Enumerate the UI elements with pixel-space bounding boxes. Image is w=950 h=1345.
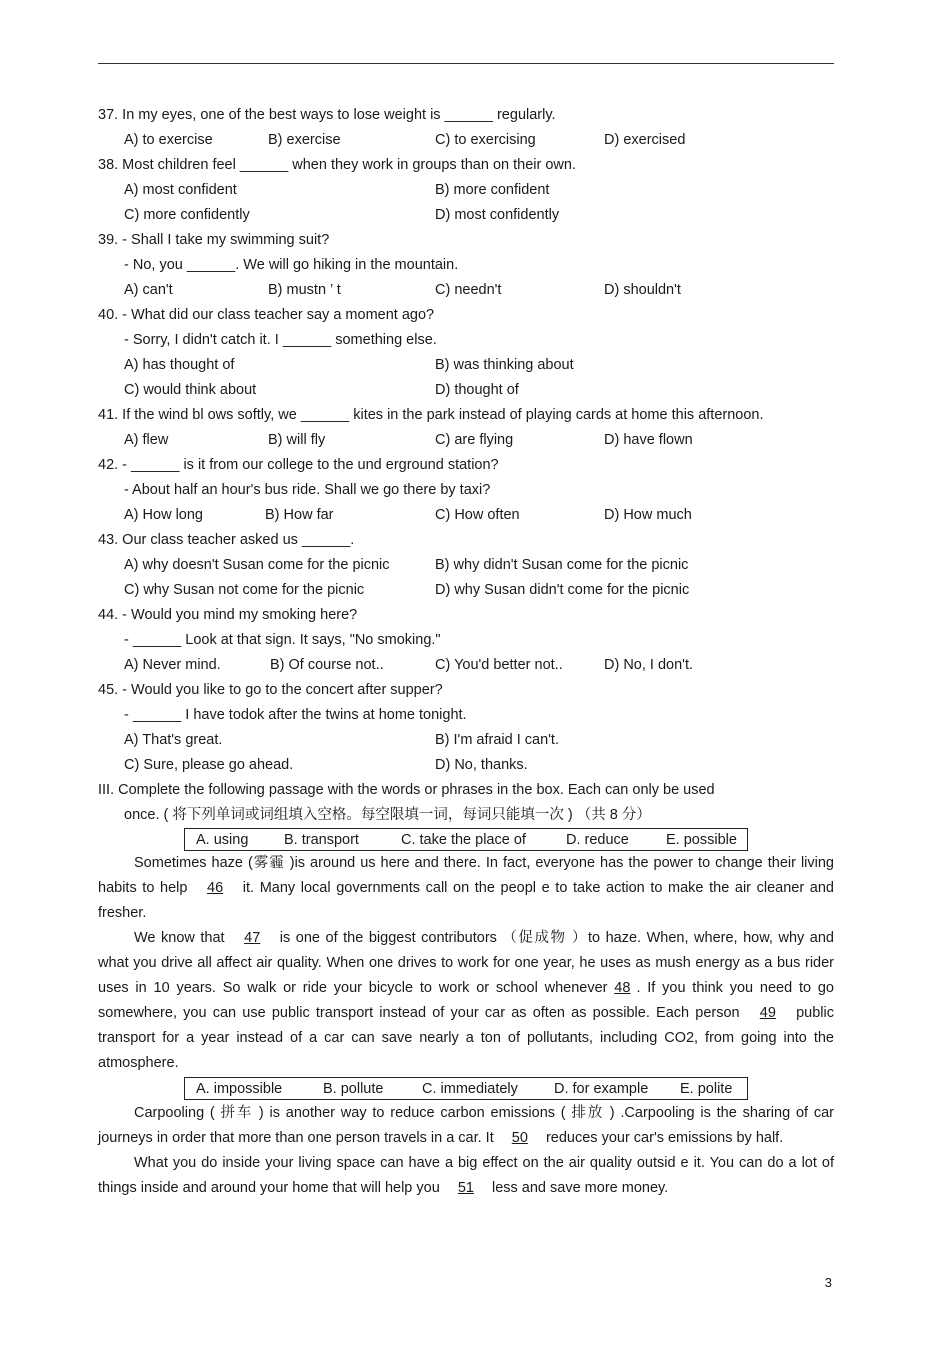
text: is one of the biggest contributors （促成物 ）to haze. When, where, how, why and what you drive all affect air quality. When one drives to work for one year, he uses as mush energy as a bus rider uses in 10 years. So walk or ride your bicycle to work or school whenever — [98, 930, 834, 996]
text: it. Many local governments call on the peopl e to take action to make the air cleaner and fresher. — [98, 880, 834, 921]
question-40-options-row2 — [98, 378, 834, 403]
question-39-reply: - No, you ______. We will go hiking in the mountain. — [124, 257, 459, 273]
question-45-reply: - ______ I have todok after the twins at home tonight. — [124, 707, 467, 723]
option-b: B) why didn't Susan come for the picnic — [435, 557, 689, 573]
option-d: D) exercised — [604, 132, 686, 148]
question-43-stem: 43. Our class teacher asked us ______. — [98, 532, 355, 548]
question-45-options-row1 — [98, 728, 834, 753]
option-a: A) That's great. — [124, 732, 223, 748]
paragraph-3 — [98, 1101, 834, 1151]
option-d: D) No, thanks. — [435, 757, 528, 773]
question-38-options-row2 — [98, 203, 834, 228]
question-45-stem: 45. - Would you like to go to the concert after supper? — [98, 682, 443, 698]
word-box-item: D. reduce — [566, 832, 629, 848]
option-a: A) why doesn't Susan come for the picnic — [124, 557, 390, 573]
word-box-item: A. using — [196, 832, 249, 848]
word-box-item: E. possible — [666, 832, 737, 848]
question-40-stem: 40. - What did our class teacher say a moment ago? — [98, 307, 435, 323]
question-44-options — [98, 653, 834, 678]
option-c: C) more confidently — [124, 207, 250, 223]
header-rule — [98, 63, 834, 64]
paragraph-4 — [98, 1151, 834, 1201]
question-38-options-row1 — [98, 178, 834, 203]
text: reduces your car's emissions by half. — [541, 1130, 784, 1146]
question-41-stem: 41. If the wind bl ows softly, we ______ kites in the park instead of playing cards at home this afternoon. — [98, 407, 764, 423]
question-42-options — [98, 503, 834, 528]
option-d: D) How much — [604, 507, 692, 523]
text: We know that — [134, 930, 231, 946]
question-40-reply: - Sorry, I didn't catch it. I ______ something else. — [124, 332, 437, 348]
text: public transport for a year instead of a car can save nearly a ton of pollutants, including CO2, from going into the atmosphere. — [98, 1005, 834, 1071]
option-b: B) will fly — [268, 432, 326, 448]
text: Sometimes haze (雾霾 )is around us here and there. In fact, everyone has the power to change their living habits to help — [98, 855, 834, 896]
blank-49: 49 — [759, 1005, 776, 1021]
blank-48: 48 — [614, 980, 631, 996]
question-43-options-row1 — [98, 553, 834, 578]
option-a: A) How long — [124, 507, 203, 523]
exam-page — [98, 103, 834, 1201]
option-d: D) thought of — [435, 382, 519, 398]
option-a: A) Never mind. — [124, 657, 221, 673]
text: Carpooling ( 拼车 ) is another way to reduce carbon emissions ( 排放 ) .Carpooling is the sharing of car journeys in order that more than one person travels in a car. It — [98, 1105, 834, 1146]
question-39-stem: 39. - Shall I take my swimming suit? — [98, 232, 330, 248]
option-b: B) more confident — [435, 182, 550, 198]
word-box-2 — [184, 1077, 748, 1100]
option-c: C) are flying — [435, 432, 514, 448]
text: less and save more money. — [487, 1180, 669, 1196]
option-a: A) to exercise — [124, 132, 213, 148]
option-d: D) most confidently — [435, 207, 560, 223]
word-box-item: B. transport — [284, 832, 359, 848]
option-b: B) exercise — [268, 132, 341, 148]
blank-50: 50 — [511, 1130, 528, 1146]
option-c: C) to exercising — [435, 132, 536, 148]
option-c: C) why Susan not come for the picnic — [124, 582, 365, 598]
option-d: D) have flown — [604, 432, 693, 448]
paragraph-2 — [98, 926, 834, 1076]
option-b: B) Of course not.. — [270, 657, 384, 673]
blank-46: 46 — [207, 880, 224, 896]
question-37-options — [98, 128, 834, 153]
option-c: C) needn't — [435, 282, 502, 298]
page-number: 3 — [824, 1275, 832, 1290]
option-d: D) why Susan didn't come for the picnic — [435, 582, 690, 598]
question-38-stem: 38. Most children feel ______ when they work in groups than on their own. — [98, 157, 576, 173]
question-41-options — [98, 428, 834, 453]
option-a: A) flew — [124, 432, 169, 448]
option-a: A) can't — [124, 282, 173, 298]
option-a: A) most confident — [124, 182, 237, 198]
word-box-1 — [184, 828, 748, 851]
question-37-stem: 37. In my eyes, one of the best ways to lose weight is ______ regularly. — [98, 107, 556, 123]
section-3-heading-cont: once. ( 将下列单词或词组填入空格。每空限填一词，每词只能填一次 ) （共 8 分） — [124, 807, 651, 823]
question-43-options-row2 — [98, 578, 834, 603]
paragraph-1 — [98, 851, 834, 926]
word-box-item: C. immediately — [422, 1081, 518, 1097]
option-a: A) has thought of — [124, 357, 235, 373]
option-b: B) mustn ’ t — [268, 282, 341, 298]
question-40-options-row1 — [98, 353, 834, 378]
option-c: C) You'd better not.. — [435, 657, 563, 673]
blank-47: 47 — [244, 930, 261, 946]
option-b: B) was thinking about — [435, 357, 574, 373]
blank-51: 51 — [457, 1180, 474, 1196]
word-box-item: C. take the place of — [401, 832, 526, 848]
text: . If you think you need to go somewhere, you can use public transport instead of your car as often as possible. Each person — [98, 980, 835, 1021]
option-c: C) Sure, please go ahead. — [124, 757, 294, 773]
text: What you do inside your living space can have a big effect on the air quality outsid e it. You can do a lot of things inside and around your home that will help you — [98, 1155, 834, 1196]
word-box-item: E. polite — [680, 1081, 733, 1097]
question-44-stem: 44. - Would you mind my smoking here? — [98, 607, 358, 623]
question-42-stem: 42. - ______ is it from our college to the und erground station? — [98, 457, 499, 473]
option-c: C) would think about — [124, 382, 257, 398]
question-45-options-row2 — [98, 753, 834, 778]
option-b: B) I'm afraid I can't. — [435, 732, 559, 748]
option-d: D) No, I don't. — [604, 657, 693, 673]
word-box-item: B. pollute — [323, 1081, 384, 1097]
word-box-item: A. impossible — [196, 1081, 283, 1097]
option-c: C) How often — [435, 507, 520, 523]
option-b: B) How far — [265, 507, 334, 523]
question-39-options — [98, 278, 834, 303]
word-box-item: D. for example — [554, 1081, 649, 1097]
passage-part-1 — [98, 851, 834, 1076]
passage-part-2 — [98, 1101, 834, 1201]
option-d: D) shouldn't — [604, 282, 681, 298]
question-42-reply: - About half an hour's bus ride. Shall we go there by taxi? — [124, 482, 491, 498]
question-44-reply: - ______ Look at that sign. It says, "No smoking." — [124, 632, 441, 648]
section-3-heading: III. Complete the following passage with the words or phrases in the box. Each can only be used — [98, 782, 715, 798]
